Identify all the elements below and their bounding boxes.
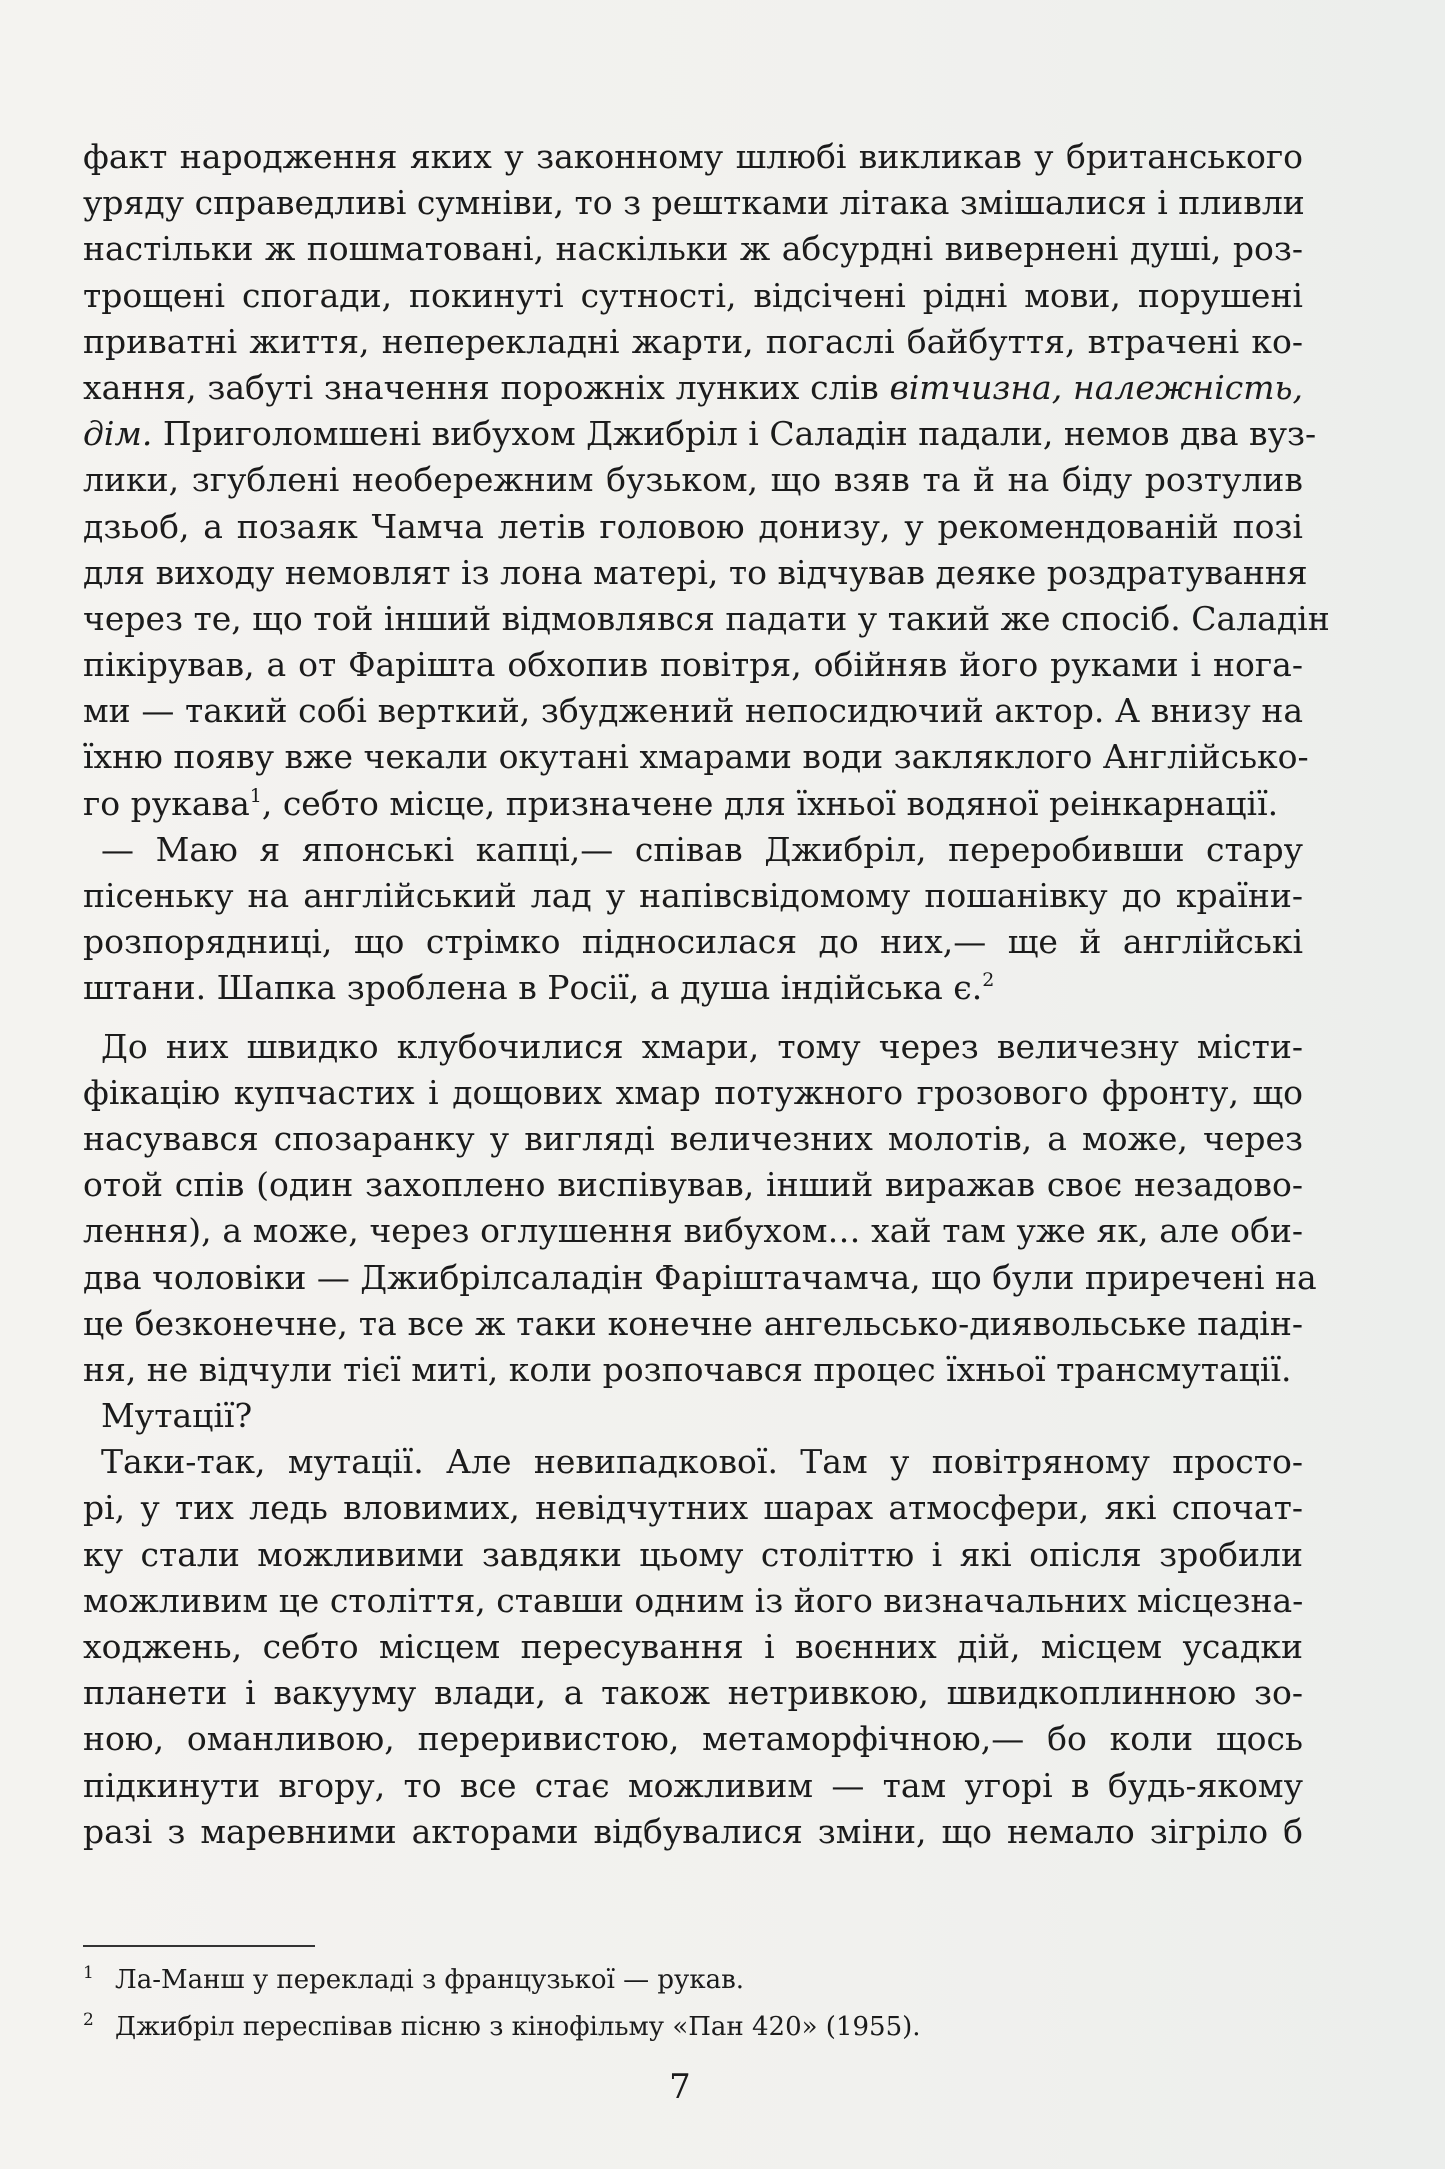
footnote-text: Ла-Манш у перекладі з французької — рукав.: [115, 1965, 745, 1995]
body-text: [83, 134, 1330, 1855]
text-line: пікірував, а от Фарішта обхопив повітря, обійняв його руками і нога-: [83, 645, 1303, 685]
page-number: 7: [669, 2067, 691, 2107]
text-line: разі з маревними акторами відбувалися зміни, що немало зігріло б: [83, 1811, 1303, 1851]
italic-phrase: дім.: [83, 414, 153, 454]
text-fragment: го рукава: [83, 783, 250, 823]
footnote-1: [83, 1953, 1303, 2000]
paragraph-spacer: [83, 1012, 1303, 1024]
text-line: лення), а може, через оглушення вибухом… хай там уже як, але оби-: [83, 1211, 1303, 1251]
text-line: ходжень, себто місцем пересування і воєнних дій, місцем усадки: [83, 1627, 1303, 1666]
text-fragment: Приголомшені вибухом Джибріл і Саладін падали, немов два вуз-: [152, 414, 1317, 454]
text-line: рі, у тих ледь вловимих, невідчутних шарах атмосфери, які спочат-: [83, 1488, 1303, 1528]
footnote-marker-2: 2: [982, 969, 995, 992]
text-line: планети і вакууму влади, а також нетривкою, швидкоплинною зо-: [83, 1673, 1303, 1713]
text-line: розпорядниці, що стрімко підносилася до них,— ще й англійські: [83, 922, 1303, 962]
text-line: підкинути вгору, то все стає можливим — там угорі в будь-якому: [83, 1765, 1303, 1805]
text-line: лики, згублені необережним бузьком, що взяв та й на біду розтулив: [83, 460, 1303, 500]
text-line: ку стали можливими завдяки цьому століттю і які опісля зробили: [83, 1534, 1303, 1574]
footnote-text: Джибріл переспівав пісню з кінофільму «Пан 420» (1955).: [115, 2012, 921, 2042]
text-line: насувався спозаранку у вигляді величезних молотів, а може, через: [83, 1118, 1303, 1158]
footnote-number: 1: [83, 1963, 94, 1983]
text-line: приватні життя, неперекладні жарти, погаслі байбуття, втрачені ко-: [83, 321, 1303, 361]
text-line: це безконечне, та все ж таки конечне ангельсько-диявольське падін-: [83, 1303, 1303, 1343]
text-line: Мутації?: [101, 1396, 253, 1436]
footnote-marker-1: 1: [249, 784, 262, 807]
text-line: факт народження яких у законному шлюбі викликав у британського: [83, 137, 1303, 176]
text-line: уряду справедливі сумніви, то з рештками літака змішалися і пливли: [83, 183, 1305, 223]
text-line: два чоловіки — Джибрілсаладін Фарiштачамча, що були приречені на: [83, 1257, 1317, 1297]
text-line: ною, оманливою, переривистою, метаморфічною,— бо коли щось: [83, 1719, 1303, 1759]
text-line: — Маю я японські капці,— співав Джибріл, переробивши стару: [101, 829, 1303, 869]
text-line: трощені спогади, покинуті сутності, відсічені рідні мови, порушені: [83, 275, 1303, 315]
text-line: Таки-так, мутації. Але невипадкової. Там у повітряному просто-: [101, 1442, 1303, 1482]
footnotes: [83, 1953, 1303, 2047]
text-fragment: хання, забуті значення порожніх лунких слів: [83, 367, 890, 407]
text-line: настільки ж пошматовані, наскільки ж абсурдні вивернені душі, роз-: [83, 229, 1303, 269]
text-line: [83, 781, 1303, 827]
text-line: ми — такий собі верткий, збуджений непосидючий актор. А внизу на: [83, 691, 1303, 731]
text-line: [83, 411, 1317, 457]
text-line: через те, що той інший відмовлявся падати у такий же спосіб. Саладін: [83, 598, 1330, 638]
text-line: ня, не відчули тієї миті, коли розпочався процес їхньої трансмутації.: [83, 1349, 1292, 1389]
text-line: До них швидко клубочилися хмари, тому через величезну місти-: [101, 1026, 1303, 1066]
text-line: [83, 365, 1303, 411]
text-line: дзьоб, а позаяк Чамча летів головою донизу, у рекомендованій позі: [83, 506, 1303, 546]
text-line: їхню появу вже чекали окутані хмарами води закляклого Англійсько-: [83, 737, 1309, 777]
text-fragment: , себто місце, призначене для їхньої водяної реінкарнації.: [261, 783, 1279, 823]
text-line: [83, 965, 1303, 1011]
footnote-2: [83, 2000, 1303, 2047]
text-line: можливим це століття, ставши одним із його визначальних місцезна-: [83, 1580, 1304, 1620]
text-line: для виходу немовлят із лона матері, то відчував деяке роздратування: [83, 552, 1308, 592]
text-line: фікацію купчастих і дощових хмар потужного грозового фронту, що: [83, 1072, 1303, 1112]
text-fragment: штани. Шапка зроблена в Росії, а душа індійська є.: [83, 968, 983, 1008]
footnote-number: 2: [83, 2010, 94, 2030]
footnote-divider: [83, 1945, 315, 1947]
text-line: пісеньку на англійський лад у напівсвідомому пошанівку до країни-: [83, 876, 1303, 915]
italic-phrase: вітчизна, належність,: [889, 367, 1303, 407]
text-line: отой спів (один захоплено виспівував, інший виражав своє незадово-: [83, 1165, 1303, 1205]
